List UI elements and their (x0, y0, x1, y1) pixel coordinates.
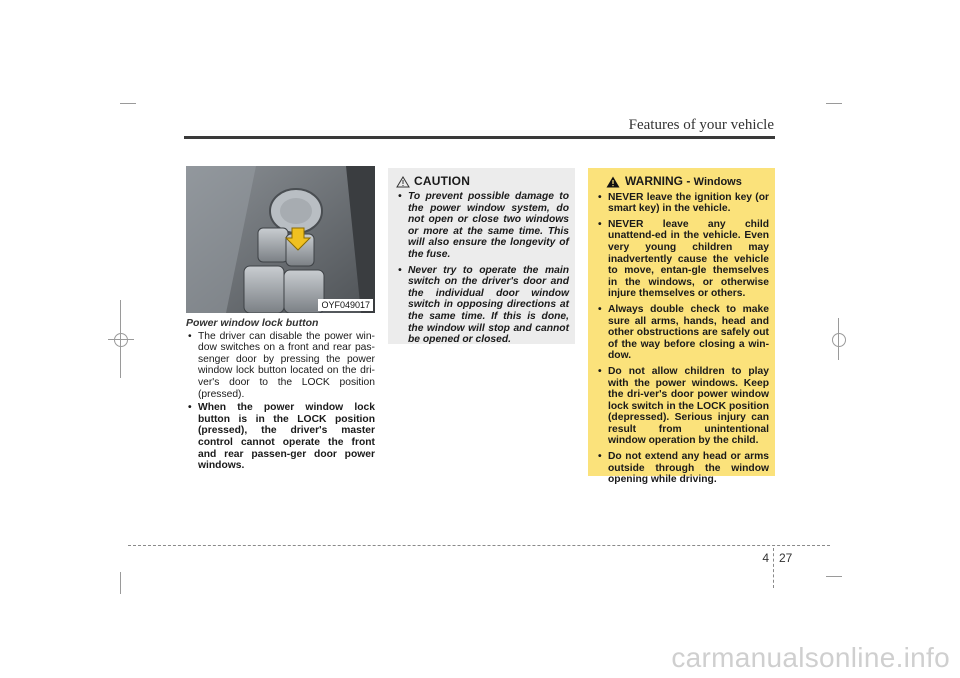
list-item: • NEVER leave the ignition key (or smart key) in the vehicle. (596, 192, 769, 215)
footer-rule (128, 545, 830, 546)
crop-mark (826, 103, 842, 104)
caution-title: CAUTION (414, 174, 471, 189)
warning-box (588, 168, 775, 486)
list-item: • When the power window lock button is in the LOCK position (pressed), the driver's master control cannot operate the front and rear passen-ger door power windows. (186, 402, 375, 472)
warning-subtitle: Windows (693, 176, 742, 188)
list-item: • NEVER leave any child unattend-ed in the vehicle. Even very young children may inadvertently cause the vehicle to move, entan-gle themselves in the windows, or otherwise injure themselves or others. (596, 219, 769, 300)
power-window-switch-photo (186, 166, 375, 313)
crop-mark (826, 576, 842, 577)
left-bullet-list (186, 331, 375, 472)
registration-mark (114, 333, 128, 347)
chapter-number: 4 (762, 551, 769, 565)
sub-heading: Power window lock button (186, 317, 319, 329)
photo-code: OYF049017 (318, 299, 373, 311)
list-item: • The driver can disable the power win-dow switches on a front and rear pas-senger door by pressing the power window lock button located on the dri-ver's door to the LOCK position (pressed). (186, 331, 375, 401)
list-item: • Never try to operate the main switch on the driver's door and the individual door window switch in opposing directions at the same time. If this is done, the window will stop and cannot be opened or closed. (396, 265, 569, 346)
header-rule (184, 136, 775, 139)
footer-divider (773, 548, 774, 588)
warning-triangle-icon (606, 176, 620, 188)
watermark: carmanualsonline.info (671, 642, 950, 673)
list-item: • To prevent possible damage to the power window system, do not open or close two windows or more at the same time. This will also ensure the longevity of the fuse. (396, 191, 569, 261)
list-item: • Do not extend any head or arms outside through the window opening while driving. (596, 451, 769, 486)
warning-title-text: WARNING - (625, 174, 691, 188)
list-item: • Always double check to make sure all arms, hands, head and other obstructions are safely out of the way before closing a win-dow. (596, 304, 769, 362)
crop-mark (120, 572, 121, 594)
warning-header (606, 176, 769, 189)
warning-bullet-list (596, 192, 769, 486)
section-title: Features of your vehicle (628, 117, 774, 133)
crop-mark (120, 103, 136, 104)
left-column (186, 318, 375, 474)
caution-header (396, 176, 569, 188)
page-number: 27 (779, 551, 793, 565)
caution-box (388, 168, 575, 344)
list-item: • Do not allow children to play with the power windows. Keep the dri-ver's door power window lock switch in the LOCK position (depressed). Serious injury can result from unintentional window operation by the child. (596, 366, 769, 447)
registration-mark (832, 333, 846, 347)
caution-bullet-list (396, 191, 569, 346)
caution-triangle-icon (396, 176, 410, 188)
warning-title (625, 176, 742, 189)
